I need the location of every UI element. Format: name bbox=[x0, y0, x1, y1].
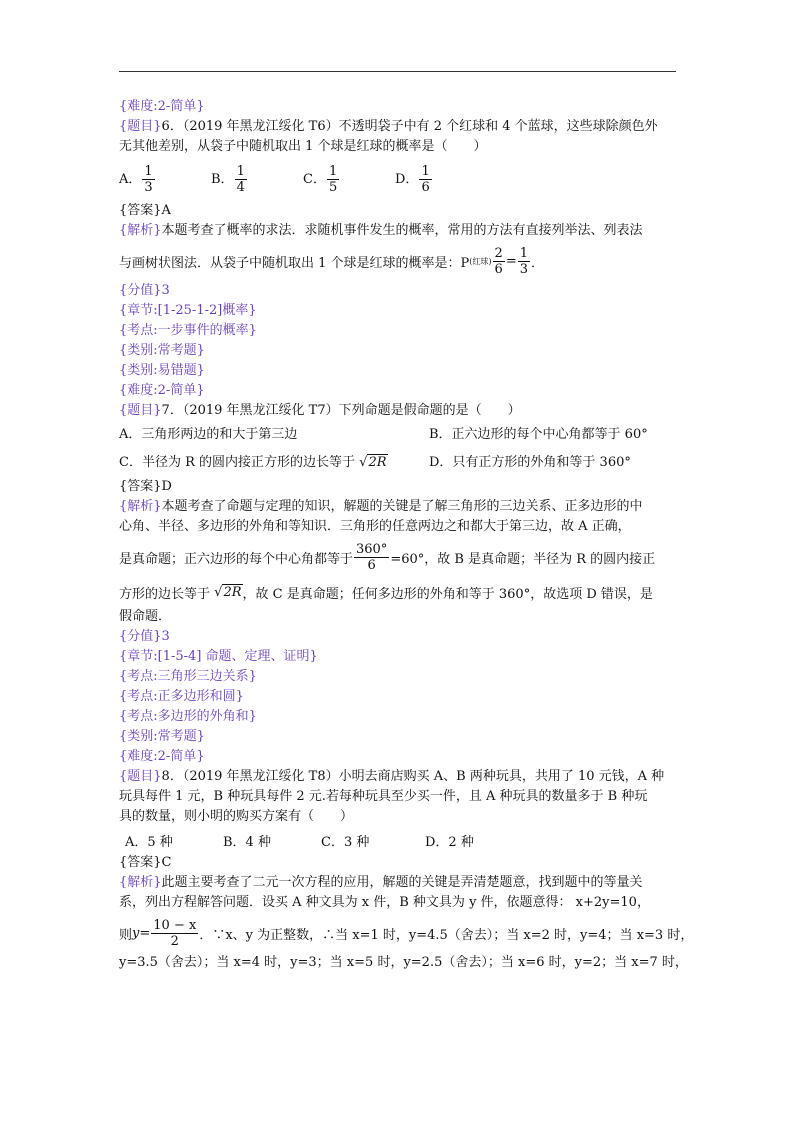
options-row bbox=[119, 827, 679, 853]
analysis-line: y=3.5（舍去）；当 x=4 时，y=3；当 x=5 时，y=2.5（舍去）；当 x=6 时，y=2；当 x=7 时， bbox=[119, 955, 688, 970]
option-c: C． $\frac{1}{5}$ bbox=[303, 163, 338, 195]
options-row-cd bbox=[119, 443, 679, 477]
option-b: B． $\frac{1}{4}$ bbox=[211, 163, 245, 195]
category-tag: {类别:易错题} bbox=[119, 363, 205, 378]
options-row bbox=[119, 157, 679, 201]
option-b: B．正六边形的每个中心角都等于 60° bbox=[429, 426, 648, 442]
difficulty-tag: {难度:2-简单} bbox=[119, 99, 205, 114]
chapter-tag: {章节:[1-25-1-2]概率} bbox=[119, 303, 257, 318]
option-c: C．半径为 R 的圆内接正方形的边长等于 √2R bbox=[119, 454, 387, 470]
option-d: D． $\frac{1}{6}$ bbox=[395, 163, 430, 195]
answer: {答案}D bbox=[119, 479, 172, 494]
analysis-formula-line: 则 y = $\frac{10 - x}{2}$ ．∵x、y 为正整数，∴当 x=1 时，y=4.5（舍去）；当 x=2 时，y=4；当 x=3 时， bbox=[119, 917, 694, 949]
title-text-cont: 玩具每件 1 元，B 种玩具每件 2 元.若每种玩具至少买一件，且 A 种玩具的数量多于 B 种玩 bbox=[119, 789, 648, 804]
option-c: C．3 种 bbox=[321, 834, 370, 850]
difficulty-tag: {难度:2-简单} bbox=[119, 383, 205, 398]
analysis: {解析}本题考查了命题与定理的知识，解题的关键是了解三角形的三边关系、正多边形的中 bbox=[119, 499, 643, 514]
analysis-formula-line: 是真命题；正六边形的每个中心角都等于 $\frac{360^\circ}{6}$ =60°，故 B 是真命题；半径为 R 的圆内接正 bbox=[119, 541, 656, 573]
option-a: A．三角形两边的和大于第三边 bbox=[119, 426, 298, 442]
analysis: {解析}本题考查了概率的求法．求随机事件发生的概率，常用的方法有直接列举法、列表法 bbox=[119, 223, 643, 238]
option-b: B．4 种 bbox=[223, 834, 271, 850]
analysis-formula-line: 方形的边长等于 √2R ，故 C 是真命题；任何多边形的外角和等于 360°，故选项 D 错误，是 bbox=[119, 584, 653, 602]
analysis-line: 心角、半径、多边形的外角和等知识．三角形的任意两边之和都大于第三边，故 A 正确， bbox=[119, 519, 631, 534]
option-d: D．2 种 bbox=[425, 834, 474, 850]
score-tag: {分值}3 bbox=[119, 283, 170, 298]
difficulty-tag: {难度:2-简单} bbox=[119, 749, 205, 764]
point-tag: {考点:正多边形和圆} bbox=[119, 689, 244, 704]
header-rule bbox=[119, 71, 676, 72]
point-tag: {考点:多边形的外角和} bbox=[119, 709, 257, 724]
question-title: {题目}8．（2019 年黑龙江绥化 T8）小明去商店购买 A、B 两种玩具，共用了 10 元钱，A 种 bbox=[119, 769, 665, 784]
option-d: D．只有正方形的外角和等于 360° bbox=[429, 454, 631, 470]
title-text-cont: 具的数量，则小明的购买方案有（ ） bbox=[119, 809, 354, 824]
document-body bbox=[119, 97, 694, 973]
option-a: A．5 种 bbox=[125, 834, 173, 850]
point-tag: {考点:一步事件的概率} bbox=[119, 323, 257, 338]
question-title bbox=[119, 117, 679, 137]
title-text: 6．（2019 年黑龙江绥化 T6）不透明袋子中有 2 个红球和 4 个蓝球，这些球除颜色外 bbox=[161, 119, 658, 134]
analysis: {解析}此题主要考查了二元一次方程的应用，解题的关键是弄清楚题意，找到题中的等量关 bbox=[119, 875, 643, 890]
category-tag: {类别:常考题} bbox=[119, 729, 205, 744]
question-title: {题目}7．（2019 年黑龙江绥化 T7）下列命题是假命题的是（ ） bbox=[119, 403, 521, 418]
score-tag: {分值}3 bbox=[119, 629, 170, 644]
option-a: A． $\frac{1}{3}$ bbox=[119, 163, 153, 195]
analysis-line: 系，列出方程解答问题．设买 A 种文具为 x 件，B 种文具为 y 件，依题意得： x+2y=10， bbox=[119, 895, 650, 910]
analysis-line: 假命题． bbox=[119, 609, 172, 624]
title-tag: {题目} bbox=[119, 119, 162, 134]
answer: {答案}C bbox=[119, 855, 172, 870]
analysis-formula-line: 与画树状图法．从袋子中随机取出 1 个球是红球的概率是：P (红球) $\frac{2}{6}$ = $\frac{1}{3}$ ． bbox=[119, 245, 545, 277]
answer: {答案}A bbox=[119, 203, 171, 218]
options-row-ab bbox=[119, 421, 679, 443]
category-tag: {类别:常考题} bbox=[119, 343, 205, 358]
chapter-tag: {章节:[1-5-4] 命题、定理、证明} bbox=[119, 649, 318, 664]
title-text-cont: 无其他差别，从袋子中随机取出 1 个球是红球的概率是（ ） bbox=[119, 139, 487, 154]
point-tag: {考点:三角形三边关系} bbox=[119, 669, 257, 684]
